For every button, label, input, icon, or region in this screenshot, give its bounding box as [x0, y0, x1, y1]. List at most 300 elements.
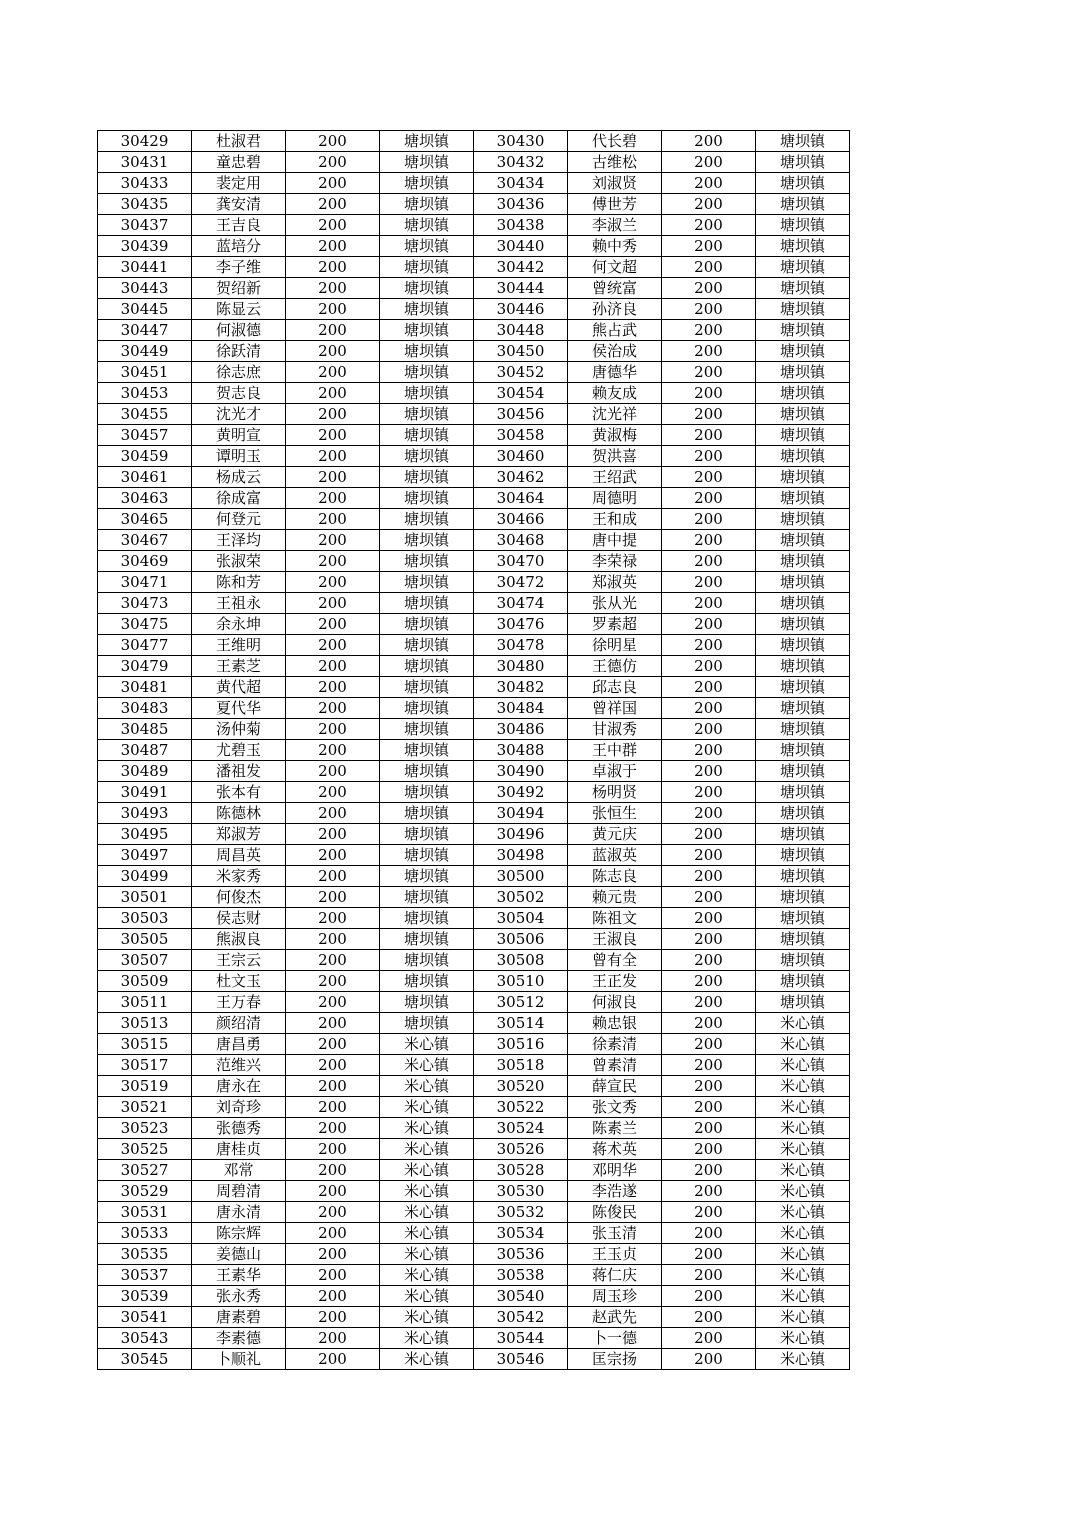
town-cell: 塘坝镇 — [380, 362, 474, 383]
town-cell: 塘坝镇 — [380, 656, 474, 677]
id-cell: 30510 — [474, 971, 568, 992]
town-cell: 米心镇 — [756, 1034, 850, 1055]
id-cell: 30511 — [98, 992, 192, 1013]
town-cell: 米心镇 — [756, 1076, 850, 1097]
name-cell: 张淑荣 — [192, 551, 286, 572]
town-cell: 塘坝镇 — [380, 593, 474, 614]
name-cell: 蒋仁庆 — [568, 1265, 662, 1286]
town-cell: 塘坝镇 — [380, 677, 474, 698]
town-cell: 塘坝镇 — [756, 131, 850, 152]
name-cell: 周昌英 — [192, 845, 286, 866]
table-row — [98, 677, 850, 698]
amount-cell: 200 — [286, 656, 380, 677]
id-cell: 30526 — [474, 1139, 568, 1160]
id-cell: 30514 — [474, 1013, 568, 1034]
amount-cell: 200 — [286, 1118, 380, 1139]
town-cell: 塘坝镇 — [380, 404, 474, 425]
id-cell: 30536 — [474, 1244, 568, 1265]
town-cell: 米心镇 — [756, 1181, 850, 1202]
amount-cell: 200 — [286, 1349, 380, 1370]
amount-cell: 200 — [662, 299, 756, 320]
amount-cell: 200 — [286, 971, 380, 992]
name-cell: 余永坤 — [192, 614, 286, 635]
amount-cell: 200 — [286, 740, 380, 761]
table-row — [98, 236, 850, 257]
town-cell: 米心镇 — [380, 1286, 474, 1307]
name-cell: 王淑良 — [568, 929, 662, 950]
town-cell: 塘坝镇 — [380, 320, 474, 341]
name-cell: 唐桂贞 — [192, 1139, 286, 1160]
id-cell: 30482 — [474, 677, 568, 698]
amount-cell: 200 — [286, 1139, 380, 1160]
id-cell: 30492 — [474, 782, 568, 803]
town-cell: 塘坝镇 — [380, 257, 474, 278]
name-cell: 陈显云 — [192, 299, 286, 320]
town-cell: 塘坝镇 — [380, 425, 474, 446]
name-cell: 陈和芳 — [192, 572, 286, 593]
amount-cell: 200 — [662, 1265, 756, 1286]
town-cell: 米心镇 — [380, 1265, 474, 1286]
id-cell: 30532 — [474, 1202, 568, 1223]
amount-cell: 200 — [662, 467, 756, 488]
name-cell: 谭明玉 — [192, 446, 286, 467]
town-cell: 塘坝镇 — [756, 320, 850, 341]
amount-cell: 200 — [662, 425, 756, 446]
amount-cell: 200 — [662, 1076, 756, 1097]
amount-cell: 200 — [662, 1097, 756, 1118]
town-cell: 塘坝镇 — [756, 866, 850, 887]
town-cell: 塘坝镇 — [380, 698, 474, 719]
amount-cell: 200 — [286, 1202, 380, 1223]
town-cell: 塘坝镇 — [380, 740, 474, 761]
table-row — [98, 1181, 850, 1202]
id-cell: 30485 — [98, 719, 192, 740]
name-cell: 颜绍清 — [192, 1013, 286, 1034]
name-cell: 孙济良 — [568, 299, 662, 320]
amount-cell: 200 — [286, 992, 380, 1013]
name-cell: 徐明星 — [568, 635, 662, 656]
town-cell: 塘坝镇 — [380, 866, 474, 887]
town-cell: 塘坝镇 — [756, 236, 850, 257]
town-cell: 塘坝镇 — [756, 824, 850, 845]
name-cell: 尤碧玉 — [192, 740, 286, 761]
id-cell: 30440 — [474, 236, 568, 257]
amount-cell: 200 — [286, 236, 380, 257]
id-cell: 30457 — [98, 425, 192, 446]
table-row — [98, 635, 850, 656]
amount-cell: 200 — [286, 194, 380, 215]
amount-cell: 200 — [662, 320, 756, 341]
table-row — [98, 782, 850, 803]
amount-cell: 200 — [662, 1118, 756, 1139]
amount-cell: 200 — [286, 635, 380, 656]
name-cell: 赖忠银 — [568, 1013, 662, 1034]
amount-cell: 200 — [662, 1286, 756, 1307]
amount-cell: 200 — [286, 698, 380, 719]
name-cell: 王宗云 — [192, 950, 286, 971]
id-cell: 30506 — [474, 929, 568, 950]
town-cell: 塘坝镇 — [756, 635, 850, 656]
name-cell: 古维松 — [568, 152, 662, 173]
id-cell: 30507 — [98, 950, 192, 971]
name-cell: 黄元庆 — [568, 824, 662, 845]
name-cell: 王和成 — [568, 509, 662, 530]
amount-cell: 200 — [286, 173, 380, 194]
table-row — [98, 1055, 850, 1076]
amount-cell: 200 — [662, 341, 756, 362]
amount-cell: 200 — [286, 215, 380, 236]
table-row — [98, 1286, 850, 1307]
id-cell: 30543 — [98, 1328, 192, 1349]
name-cell: 唐昌勇 — [192, 1034, 286, 1055]
amount-cell: 200 — [286, 572, 380, 593]
name-cell: 曾有全 — [568, 950, 662, 971]
amount-cell: 200 — [286, 257, 380, 278]
name-cell: 张恒生 — [568, 803, 662, 824]
amount-cell: 200 — [286, 950, 380, 971]
name-cell: 刘奇珍 — [192, 1097, 286, 1118]
id-cell: 30501 — [98, 887, 192, 908]
amount-cell: 200 — [662, 803, 756, 824]
name-cell: 陈德林 — [192, 803, 286, 824]
id-cell: 30453 — [98, 383, 192, 404]
name-cell: 罗素超 — [568, 614, 662, 635]
town-cell: 塘坝镇 — [380, 803, 474, 824]
id-cell: 30529 — [98, 1181, 192, 1202]
town-cell: 塘坝镇 — [756, 173, 850, 194]
town-cell: 塘坝镇 — [756, 488, 850, 509]
town-cell: 塘坝镇 — [756, 761, 850, 782]
name-cell: 杜文玉 — [192, 971, 286, 992]
id-cell: 30429 — [98, 131, 192, 152]
id-cell: 30460 — [474, 446, 568, 467]
name-cell: 曾统富 — [568, 278, 662, 299]
town-cell: 塘坝镇 — [756, 152, 850, 173]
table-row — [98, 971, 850, 992]
amount-cell: 200 — [286, 425, 380, 446]
amount-cell: 200 — [286, 131, 380, 152]
id-cell: 30486 — [474, 719, 568, 740]
name-cell: 卓淑于 — [568, 761, 662, 782]
town-cell: 塘坝镇 — [380, 971, 474, 992]
table-row — [98, 1223, 850, 1244]
town-cell: 塘坝镇 — [756, 845, 850, 866]
id-cell: 30443 — [98, 278, 192, 299]
name-cell: 郑淑芳 — [192, 824, 286, 845]
amount-cell: 200 — [662, 719, 756, 740]
amount-cell: 200 — [662, 1034, 756, 1055]
town-cell: 塘坝镇 — [756, 215, 850, 236]
town-cell: 塘坝镇 — [756, 194, 850, 215]
amount-cell: 200 — [662, 929, 756, 950]
id-cell: 30499 — [98, 866, 192, 887]
table-row — [98, 950, 850, 971]
id-cell: 30521 — [98, 1097, 192, 1118]
town-cell: 塘坝镇 — [380, 551, 474, 572]
table-row — [98, 1013, 850, 1034]
name-cell: 王祖永 — [192, 593, 286, 614]
name-cell: 王素芝 — [192, 656, 286, 677]
id-cell: 30448 — [474, 320, 568, 341]
id-cell: 30474 — [474, 593, 568, 614]
id-cell: 30503 — [98, 908, 192, 929]
name-cell: 王维明 — [192, 635, 286, 656]
name-cell: 王德仿 — [568, 656, 662, 677]
id-cell: 30455 — [98, 404, 192, 425]
table-row — [98, 719, 850, 740]
table-row — [98, 446, 850, 467]
town-cell: 米心镇 — [380, 1202, 474, 1223]
amount-cell: 200 — [662, 698, 756, 719]
name-cell: 蒋术英 — [568, 1139, 662, 1160]
amount-cell: 200 — [662, 383, 756, 404]
town-cell: 塘坝镇 — [756, 572, 850, 593]
town-cell: 塘坝镇 — [756, 467, 850, 488]
amount-cell: 200 — [662, 845, 756, 866]
amount-cell: 200 — [286, 1244, 380, 1265]
town-cell: 塘坝镇 — [380, 446, 474, 467]
name-cell: 何淑德 — [192, 320, 286, 341]
id-cell: 30498 — [474, 845, 568, 866]
name-cell: 张永秀 — [192, 1286, 286, 1307]
id-cell: 30481 — [98, 677, 192, 698]
name-cell: 周碧清 — [192, 1181, 286, 1202]
amount-cell: 200 — [286, 1013, 380, 1034]
town-cell: 塘坝镇 — [380, 761, 474, 782]
town-cell: 塘坝镇 — [756, 740, 850, 761]
town-cell: 米心镇 — [380, 1181, 474, 1202]
id-cell: 30469 — [98, 551, 192, 572]
table-row — [98, 845, 850, 866]
town-cell: 米心镇 — [756, 1160, 850, 1181]
id-cell: 30459 — [98, 446, 192, 467]
table-body — [98, 131, 850, 1370]
table-row — [98, 215, 850, 236]
id-cell: 30438 — [474, 215, 568, 236]
id-cell: 30530 — [474, 1181, 568, 1202]
town-cell: 塘坝镇 — [380, 992, 474, 1013]
town-cell: 米心镇 — [756, 1055, 850, 1076]
town-cell: 塘坝镇 — [756, 929, 850, 950]
amount-cell: 200 — [286, 299, 380, 320]
name-cell: 李素德 — [192, 1328, 286, 1349]
id-cell: 30504 — [474, 908, 568, 929]
name-cell: 贺志良 — [192, 383, 286, 404]
name-cell: 徐跃清 — [192, 341, 286, 362]
town-cell: 塘坝镇 — [380, 467, 474, 488]
town-cell: 塘坝镇 — [380, 488, 474, 509]
amount-cell: 200 — [286, 152, 380, 173]
town-cell: 塘坝镇 — [756, 299, 850, 320]
id-cell: 30520 — [474, 1076, 568, 1097]
amount-cell: 200 — [662, 152, 756, 173]
name-cell: 卜一德 — [568, 1328, 662, 1349]
amount-cell: 200 — [662, 761, 756, 782]
name-cell: 陈祖文 — [568, 908, 662, 929]
town-cell: 塘坝镇 — [380, 509, 474, 530]
name-cell: 赖友成 — [568, 383, 662, 404]
name-cell: 何文超 — [568, 257, 662, 278]
name-cell: 陈素兰 — [568, 1118, 662, 1139]
town-cell: 塘坝镇 — [380, 950, 474, 971]
town-cell: 塘坝镇 — [756, 362, 850, 383]
town-cell: 塘坝镇 — [380, 908, 474, 929]
town-cell: 米心镇 — [380, 1097, 474, 1118]
id-cell: 30462 — [474, 467, 568, 488]
id-cell: 30454 — [474, 383, 568, 404]
town-cell: 塘坝镇 — [380, 530, 474, 551]
town-cell: 塘坝镇 — [756, 509, 850, 530]
name-cell: 赖元贵 — [568, 887, 662, 908]
amount-cell: 200 — [286, 530, 380, 551]
amount-cell: 200 — [662, 257, 756, 278]
name-cell: 王绍武 — [568, 467, 662, 488]
table-row — [98, 383, 850, 404]
name-cell: 张从光 — [568, 593, 662, 614]
table-row — [98, 1265, 850, 1286]
name-cell: 邱志良 — [568, 677, 662, 698]
town-cell: 米心镇 — [756, 1349, 850, 1370]
name-cell: 童忠碧 — [192, 152, 286, 173]
id-cell: 30528 — [474, 1160, 568, 1181]
name-cell: 李淑兰 — [568, 215, 662, 236]
town-cell: 米心镇 — [756, 1139, 850, 1160]
id-cell: 30545 — [98, 1349, 192, 1370]
name-cell: 赵武先 — [568, 1307, 662, 1328]
id-cell: 30449 — [98, 341, 192, 362]
id-cell: 30473 — [98, 593, 192, 614]
table-row — [98, 1328, 850, 1349]
name-cell: 王正发 — [568, 971, 662, 992]
amount-cell: 200 — [662, 362, 756, 383]
name-cell: 邓常 — [192, 1160, 286, 1181]
town-cell: 米心镇 — [380, 1118, 474, 1139]
id-cell: 30519 — [98, 1076, 192, 1097]
name-cell: 唐素碧 — [192, 1307, 286, 1328]
id-cell: 30463 — [98, 488, 192, 509]
table-row — [98, 404, 850, 425]
amount-cell: 200 — [662, 1160, 756, 1181]
id-cell: 30518 — [474, 1055, 568, 1076]
amount-cell: 200 — [662, 1244, 756, 1265]
amount-cell: 200 — [286, 1328, 380, 1349]
id-cell: 30480 — [474, 656, 568, 677]
id-cell: 30535 — [98, 1244, 192, 1265]
town-cell: 塘坝镇 — [380, 236, 474, 257]
id-cell: 30437 — [98, 215, 192, 236]
id-cell: 30517 — [98, 1055, 192, 1076]
name-cell: 潘祖发 — [192, 761, 286, 782]
amount-cell: 200 — [286, 404, 380, 425]
table-row — [98, 530, 850, 551]
amount-cell: 200 — [286, 383, 380, 404]
town-cell: 塘坝镇 — [380, 845, 474, 866]
amount-cell: 200 — [286, 887, 380, 908]
name-cell: 陈宗辉 — [192, 1223, 286, 1244]
table-row — [98, 194, 850, 215]
id-cell: 30450 — [474, 341, 568, 362]
id-cell: 30496 — [474, 824, 568, 845]
town-cell: 米心镇 — [380, 1223, 474, 1244]
town-cell: 米心镇 — [756, 1265, 850, 1286]
town-cell: 塘坝镇 — [380, 278, 474, 299]
table-row — [98, 362, 850, 383]
amount-cell: 200 — [286, 509, 380, 530]
amount-cell: 200 — [662, 194, 756, 215]
town-cell: 米心镇 — [380, 1349, 474, 1370]
amount-cell: 200 — [662, 278, 756, 299]
name-cell: 匡宗扬 — [568, 1349, 662, 1370]
table-row — [98, 656, 850, 677]
name-cell: 张文秀 — [568, 1097, 662, 1118]
table-row — [98, 824, 850, 845]
amount-cell: 200 — [662, 1181, 756, 1202]
id-cell: 30527 — [98, 1160, 192, 1181]
name-cell: 蓝淑英 — [568, 845, 662, 866]
name-cell: 周玉珍 — [568, 1286, 662, 1307]
name-cell: 徐素清 — [568, 1034, 662, 1055]
name-cell: 唐中提 — [568, 530, 662, 551]
name-cell: 曾素清 — [568, 1055, 662, 1076]
id-cell: 30505 — [98, 929, 192, 950]
town-cell: 塘坝镇 — [380, 299, 474, 320]
table-row — [98, 299, 850, 320]
amount-cell: 200 — [662, 509, 756, 530]
id-cell: 30468 — [474, 530, 568, 551]
amount-cell: 200 — [662, 635, 756, 656]
town-cell: 塘坝镇 — [756, 887, 850, 908]
id-cell: 30483 — [98, 698, 192, 719]
table-row — [98, 572, 850, 593]
name-cell: 杜淑君 — [192, 131, 286, 152]
town-cell: 塘坝镇 — [380, 572, 474, 593]
town-cell: 塘坝镇 — [380, 782, 474, 803]
id-cell: 30495 — [98, 824, 192, 845]
amount-cell: 200 — [286, 803, 380, 824]
id-cell: 30508 — [474, 950, 568, 971]
name-cell: 何俊杰 — [192, 887, 286, 908]
id-cell: 30534 — [474, 1223, 568, 1244]
name-cell: 范维兴 — [192, 1055, 286, 1076]
town-cell: 塘坝镇 — [756, 593, 850, 614]
id-cell: 30537 — [98, 1265, 192, 1286]
table-row — [98, 131, 850, 152]
name-cell: 陈俊民 — [568, 1202, 662, 1223]
amount-cell: 200 — [662, 971, 756, 992]
amount-cell: 200 — [662, 1328, 756, 1349]
amount-cell: 200 — [286, 1034, 380, 1055]
table-row — [98, 1076, 850, 1097]
amount-cell: 200 — [662, 593, 756, 614]
name-cell: 张玉清 — [568, 1223, 662, 1244]
town-cell: 米心镇 — [380, 1055, 474, 1076]
amount-cell: 200 — [662, 950, 756, 971]
amount-cell: 200 — [662, 551, 756, 572]
name-cell: 徐成富 — [192, 488, 286, 509]
name-cell: 姜德山 — [192, 1244, 286, 1265]
amount-cell: 200 — [662, 236, 756, 257]
name-cell: 黄代超 — [192, 677, 286, 698]
table-row — [98, 992, 850, 1013]
town-cell: 塘坝镇 — [756, 257, 850, 278]
id-cell: 30488 — [474, 740, 568, 761]
name-cell: 贺洪喜 — [568, 446, 662, 467]
town-cell: 塘坝镇 — [756, 950, 850, 971]
town-cell: 塘坝镇 — [756, 803, 850, 824]
name-cell: 王中群 — [568, 740, 662, 761]
amount-cell: 200 — [662, 1013, 756, 1034]
name-cell: 汤仲菊 — [192, 719, 286, 740]
